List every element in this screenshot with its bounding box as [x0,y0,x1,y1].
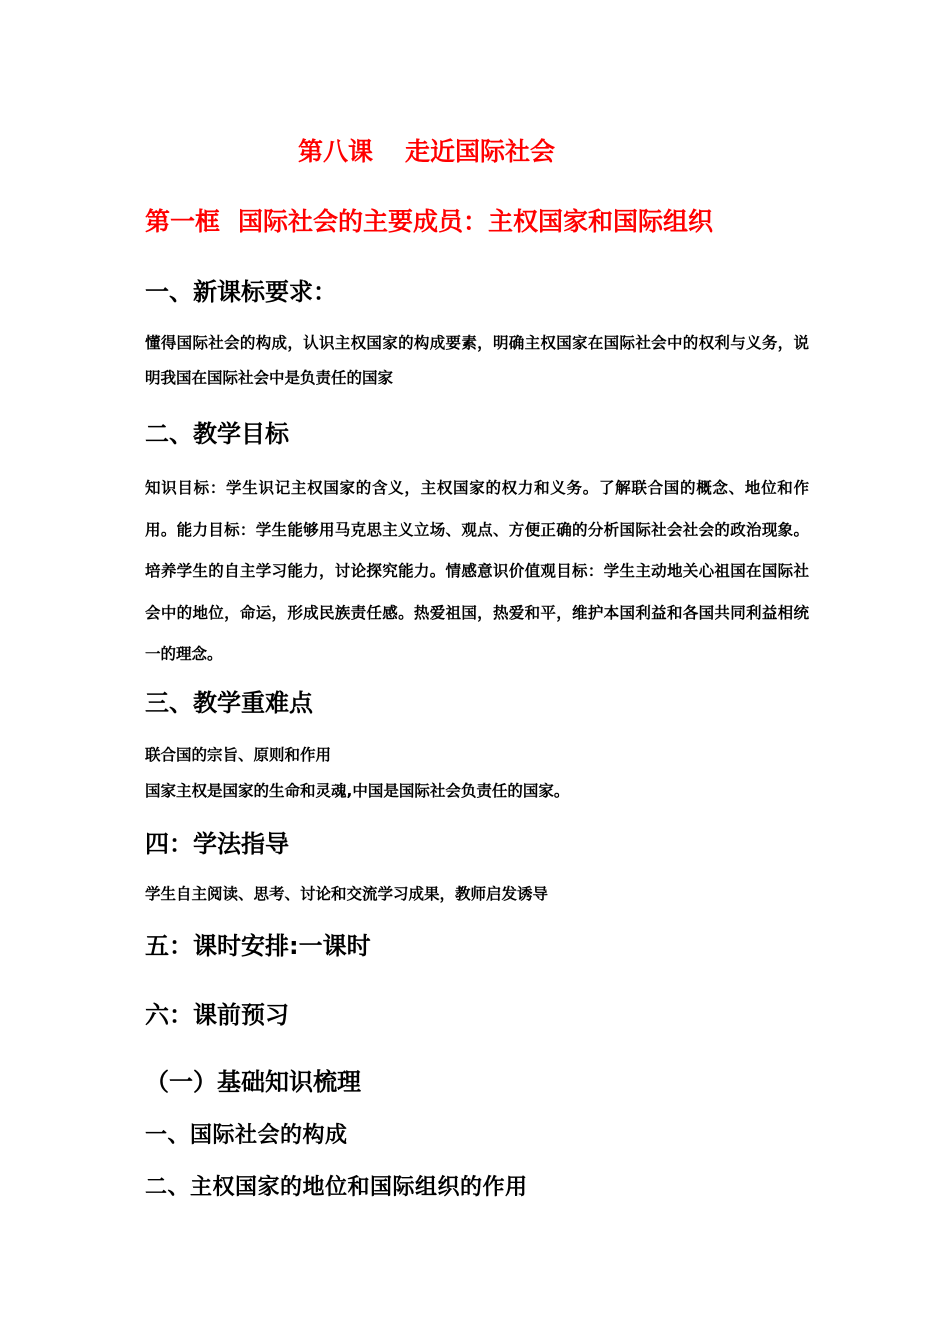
frame-name: 国际社会的主要成员：主权国家和国际组织 [238,207,714,236]
basics-item-1: 一、国际社会的构成 [145,1123,348,1148]
section-heading-schedule: 五：课时安排:一课时 [145,932,371,960]
frame-number: 第一框 [145,207,221,236]
lesson-title [298,132,555,168]
section-heading-preview: 六：课前预习 [145,1001,289,1029]
lesson-number: 第八课 [298,137,374,166]
section-heading-objectives: 二、教学目标 [145,420,289,448]
key-point-1: 联合国的宗旨、原则和作用 [145,746,332,764]
key-point-2: 国家主权是国家的生命和灵魂,中国是国际社会负责任的国家。 [145,782,570,800]
section-heading-key-points: 三、教学重难点 [145,689,313,717]
section-heading-curriculum: 一、新课标要求： [145,278,337,306]
basics-item-2: 二、主权国家的地位和国际组织的作用 [145,1175,528,1200]
curriculum-requirements-text: 懂得国际社会的构成，认识主权国家的构成要素，明确主权国家在国际社会中的权利与义务，说明我国在国际社会中是负责任的国家 [145,334,809,387]
teaching-objectives-text: 知识目标：学生识记主权国家的含义，主权国家的权力和义务。了解联合国的概念、地位和作用。能力目标：学生能够用马克思主义立场、观点、方便正确的分析国际社会社会的政治现象。培养学生的自主学习能力，讨论探究能力。情感意识价值观目标：学生主动地关心祖国在国际社会中的地位，命运，形成民族责任感。热爱祖国，热爱和平，维护本国利益和各国共同利益相统一的理念。 [145,479,809,663]
frame-title [145,202,713,238]
section-heading-study-method: 四：学法指导 [145,830,289,858]
lesson-name: 走近国际社会 [405,137,556,166]
study-method-text: 学生自主阅读、思考、讨论和交流学习成果，教师启发诱导 [145,885,549,903]
subsection-heading-basics: （一）基础知识梳理 [145,1068,361,1096]
